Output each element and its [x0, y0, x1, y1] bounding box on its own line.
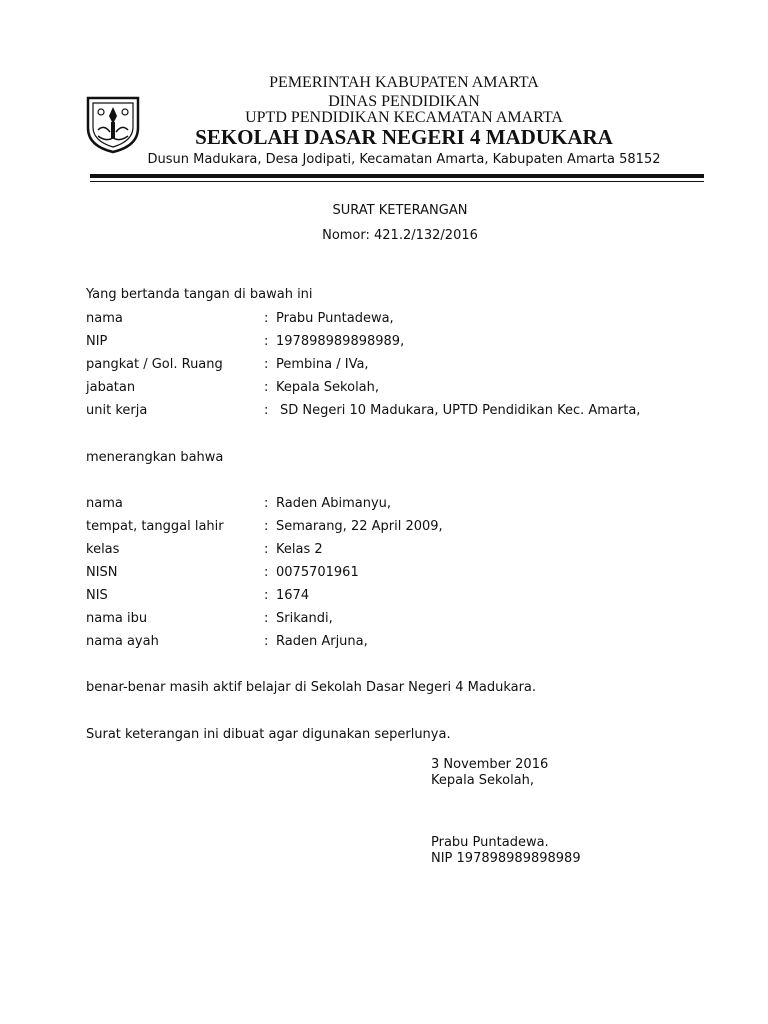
field-label: tempat, tanggal lahir	[86, 519, 224, 534]
letterhead-rule-thick	[90, 174, 704, 178]
field-label: nama	[86, 311, 123, 326]
signature-nip: NIP 197898989898989	[431, 851, 581, 866]
student-field-row	[86, 611, 726, 631]
field-label: nama ibu	[86, 611, 148, 626]
field-value: Pembina / IVa,	[276, 357, 369, 372]
signer-field-row	[86, 311, 726, 331]
field-label: kelas	[86, 542, 120, 557]
field-value: 197898989898989,	[276, 334, 405, 349]
field-separator: :	[264, 634, 269, 649]
field-separator: :	[264, 519, 269, 534]
letterhead-government: PEMERINTAH KABUPATEN AMARTA	[269, 74, 539, 91]
field-separator: :	[264, 565, 269, 580]
field-label: jabatan	[86, 380, 136, 395]
declares-text: menerangkan bahwa	[86, 450, 224, 465]
signer-field-row	[86, 380, 726, 400]
signer-field-row	[86, 357, 726, 377]
field-label: NIS	[86, 588, 108, 603]
field-label: NIP	[86, 334, 108, 349]
field-label: NISN	[86, 565, 118, 580]
field-value: Raden Arjuna,	[276, 634, 368, 649]
closing-text: Surat keterangan ini dibuat agar digunakan seperlunya.	[86, 727, 451, 742]
letterhead-address: Dusun Madukara, Desa Jodipati, Kecamatan Amarta, Kabupaten Amarta 58152	[147, 152, 661, 167]
student-field-row	[86, 588, 726, 608]
field-separator: :	[264, 588, 269, 603]
field-separator: :	[264, 311, 269, 326]
field-value: Kelas 2	[276, 542, 323, 557]
field-label: nama ayah	[86, 634, 159, 649]
field-value: Prabu Puntadewa,	[276, 311, 394, 326]
field-value: 0075701961	[276, 565, 359, 580]
field-value: Semarang, 22 April 2009,	[276, 519, 443, 534]
student-field-row	[86, 565, 726, 585]
field-separator: :	[264, 496, 269, 511]
field-label: nama	[86, 496, 123, 511]
field-label: pangkat / Gol. Ruang	[86, 357, 223, 372]
field-separator: :	[264, 403, 269, 418]
field-value: SD Negeri 10 Madukara, UPTD Pendidikan Kec. Amarta,	[280, 403, 641, 418]
signature-date: 3 November 2016	[431, 757, 549, 772]
field-value: Raden Abimanyu,	[276, 496, 392, 511]
field-separator: :	[264, 542, 269, 557]
field-label: unit kerja	[86, 403, 148, 418]
field-value: Kepala Sekolah,	[276, 380, 380, 395]
letter-number: Nomor: 421.2/132/2016	[322, 228, 478, 243]
student-field-row	[86, 496, 726, 516]
student-field-row	[86, 634, 726, 654]
letterhead-rule-thin	[90, 181, 704, 182]
field-value: 1674	[276, 588, 310, 603]
field-separator: :	[264, 334, 269, 349]
letterhead-school-name: SEKOLAH DASAR NEGERI 4 MADUKARA	[195, 125, 613, 149]
student-field-row	[86, 542, 726, 562]
student-field-row	[86, 519, 726, 539]
signature-position: Kepala Sekolah,	[431, 773, 535, 788]
field-separator: :	[264, 357, 269, 372]
letterhead-department: DINAS PENDIDIKAN	[328, 93, 480, 110]
field-separator: :	[264, 380, 269, 395]
letter-title: SURAT KETERANGAN	[332, 203, 468, 218]
field-separator: :	[264, 611, 269, 626]
signature-name: Prabu Puntadewa.	[431, 835, 549, 850]
statement-text: benar-benar masih aktif belajar di Sekolah Dasar Negeri 4 Madukara.	[86, 680, 537, 695]
signer-field-row	[86, 403, 726, 423]
field-value: Srikandi,	[276, 611, 333, 626]
signer-field-row	[86, 334, 726, 354]
intro-text: Yang bertanda tangan di bawah ini	[86, 287, 313, 302]
letterhead-uptd: UPTD PENDIDIKAN KECAMATAN AMARTA	[245, 109, 563, 126]
